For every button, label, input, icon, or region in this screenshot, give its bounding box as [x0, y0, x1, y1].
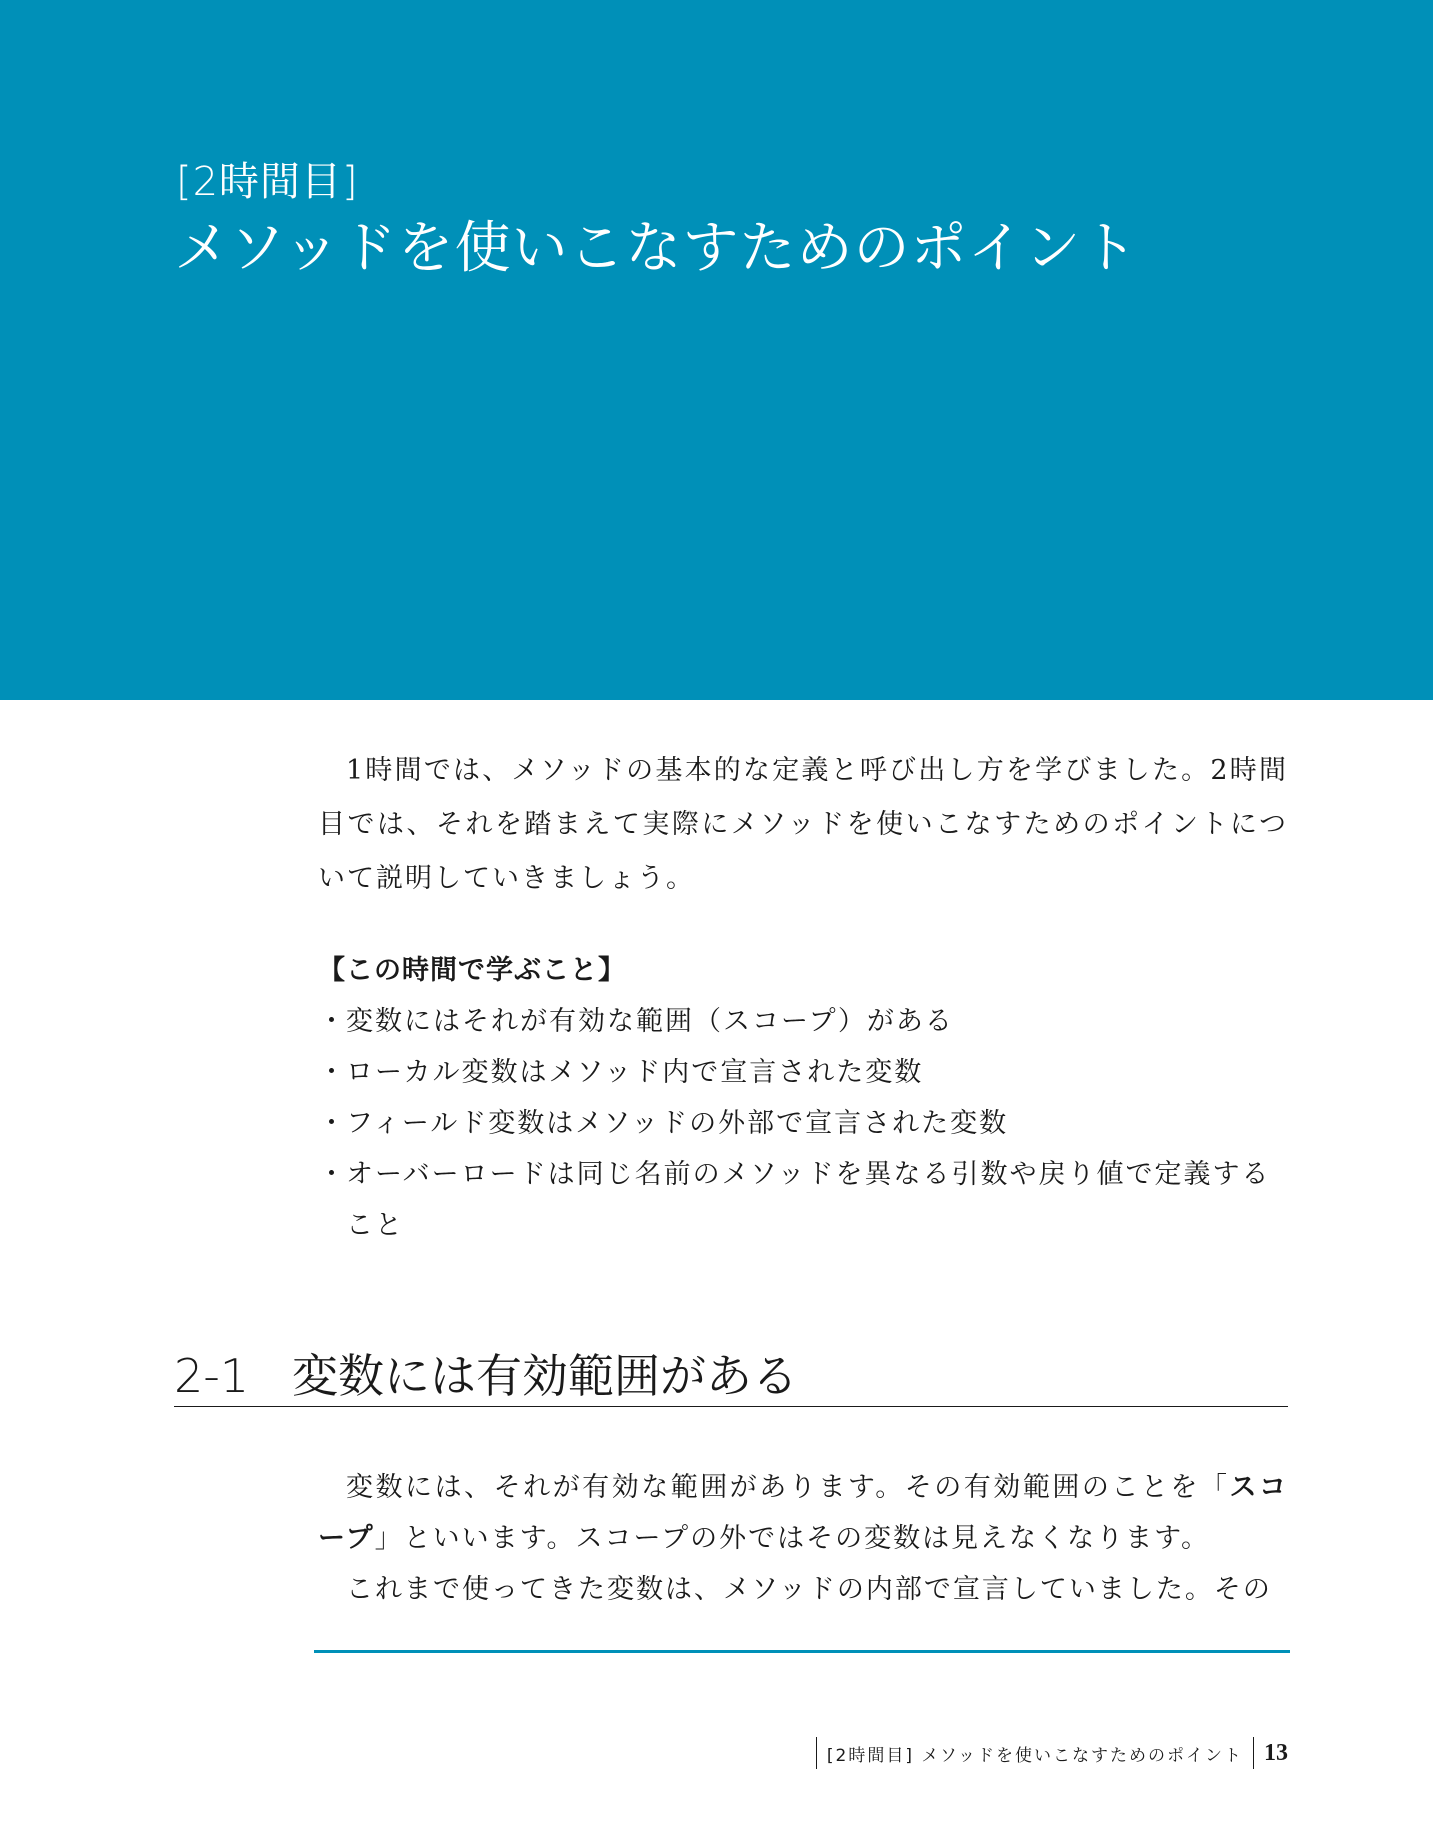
learn-heading: 【この時間で学ぶこと】	[318, 955, 626, 986]
chapter-header-band	[0, 0, 1433, 700]
list-item	[318, 996, 1290, 1047]
running-title: [2時間目] メソッドを使いこなすためのポイント	[826, 1745, 1243, 1766]
intro-paragraph	[318, 744, 1288, 906]
scope-keyword: スコープ	[318, 1472, 1289, 1554]
list-item	[318, 1149, 1290, 1251]
learn-list	[318, 996, 1290, 1251]
divider	[314, 1650, 1290, 1653]
chapter-title: メソッドを使いこなすためのポイント	[174, 216, 1139, 281]
list-item	[318, 1047, 1290, 1098]
body-text-segment: 」といいます。スコープの外ではその変数は見えなくなります。	[374, 1523, 1210, 1554]
intro-text: 1時間では、メソッドの基本的な定義と呼び出し方を学びました。2時間目では、それを踏まえて実際にメソッドを使いこなすためのポイントについて説明していきましょう。	[318, 755, 1288, 894]
bullet: ・	[318, 1108, 347, 1139]
list-item	[318, 1098, 1290, 1149]
body-paragraph: これまで使ってきた変数は、メソッドの内部で宣言していました。その	[346, 1574, 1272, 1605]
body-text	[318, 1462, 1288, 1615]
list-item-text: 変数にはそれが有効な範囲（スコープ）がある	[346, 1006, 954, 1037]
chapter-label: [2時間目]	[176, 159, 359, 205]
page-footer	[816, 1736, 1288, 1770]
section-heading	[174, 1340, 1288, 1407]
bullet: ・	[318, 1159, 347, 1190]
body-text-segment: 変数には、それが有効な範囲があります。その有効範囲のことを「	[346, 1472, 1230, 1503]
section-number: 2-1	[174, 1349, 250, 1403]
page-number: 13	[1264, 1739, 1288, 1766]
list-item-text: フィールド変数はメソッドの外部で宣言された変数	[346, 1108, 1009, 1139]
body-paragraph	[318, 1462, 1288, 1564]
bullet: ・	[318, 1006, 347, 1037]
bullet: ・	[318, 1057, 347, 1088]
section-title: 変数には有効範囲がある	[292, 1349, 798, 1403]
list-item-text: ローカル変数はメソッド内で宣言された変数	[346, 1057, 924, 1088]
list-item-text: オーバーロードは同じ名前のメソッドを異なる引数や戻り値で定義すること	[346, 1159, 1271, 1241]
